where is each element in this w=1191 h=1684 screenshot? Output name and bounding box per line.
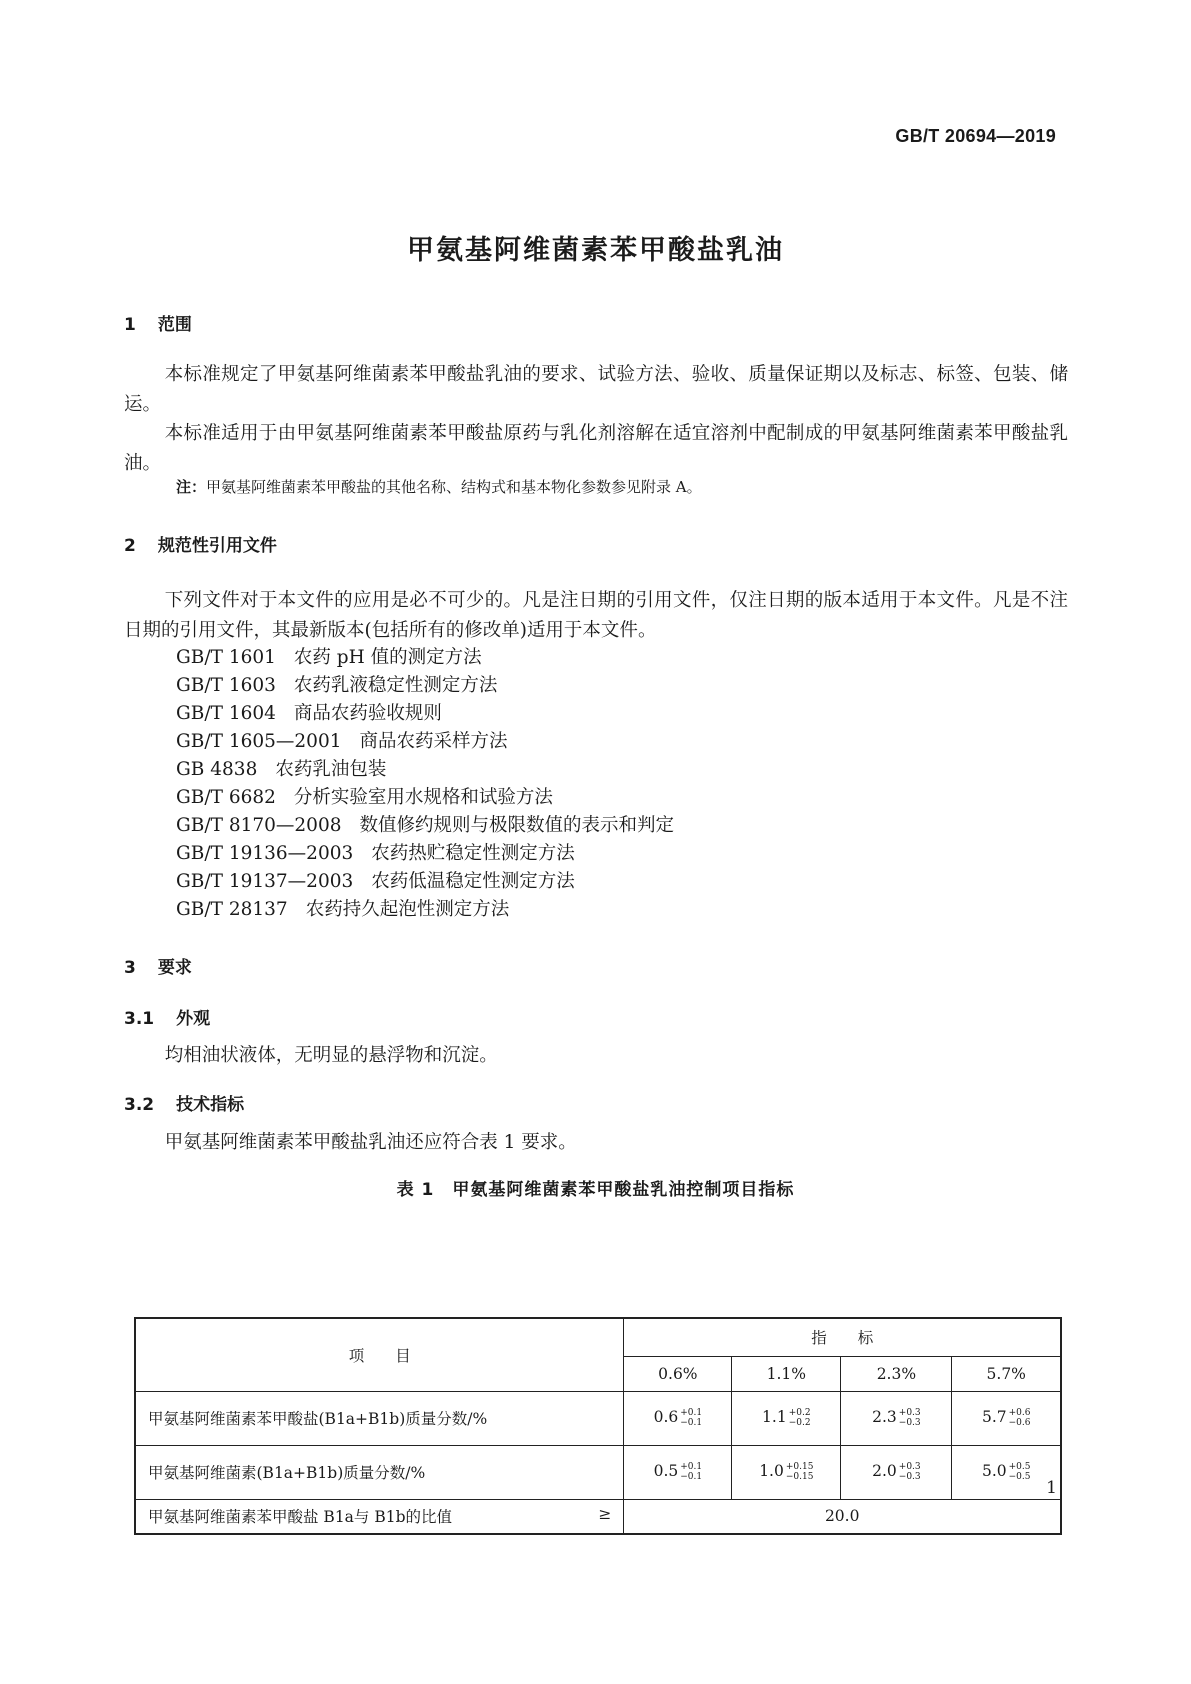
reference-item	[176, 671, 497, 697]
section-title: 规范性引用文件	[157, 536, 277, 556]
value-cell: 2.0 +0.3 −0.3	[841, 1445, 952, 1499]
page-number: 1	[1046, 1478, 1057, 1498]
value-cell: 1.1 +0.2 −0.2	[732, 1391, 841, 1445]
section-1-paragraph-1: 本标准规定了甲氨基阿维菌素苯甲酸盐乳油的要求、试验方法、验收、质量保证期以及标志、标签、包装、储运。	[124, 364, 1068, 415]
table-caption: 表 1 甲氨基阿维菌素苯甲酸盐乳油控制项目指标	[396, 1180, 795, 1200]
reference-item	[176, 895, 509, 921]
spec-table	[134, 1317, 1062, 1535]
reference-item	[176, 867, 575, 893]
operator: ≥	[598, 1505, 612, 1524]
section-2-paragraph-1: 下列文件对于本文件的应用是必不可少的。凡是注日期的引用文件，仅注日期的版本适用于本文件。凡是不注日期的引用文件，其最新版本(包括所有的修改单)适用于本文件。	[124, 590, 1068, 641]
reference-item	[176, 727, 508, 753]
table-row	[135, 1391, 1061, 1445]
spec-header: 1.1%	[732, 1356, 841, 1391]
reference-name: 农药乳油包装	[275, 759, 387, 780]
reference-name: 商品农药验收规则	[293, 703, 442, 724]
value-cell: 2.3 +0.3 −0.3	[841, 1391, 952, 1445]
value-cell: 0.5 +0.1 −0.1	[624, 1445, 732, 1499]
value-cell: 1.0 +0.15 −0.15	[732, 1445, 841, 1499]
reference-name: 分析实验室用水规格和试验方法	[293, 787, 553, 808]
reference-name: 农药乳液稳定性测定方法	[293, 675, 498, 696]
reference-name: 农药 pH 值的测定方法	[293, 647, 482, 668]
reference-item	[176, 643, 482, 669]
spec-header: 0.6%	[624, 1356, 732, 1391]
section-title: 范围	[157, 315, 192, 335]
section-3-2-paragraph: 甲氨基阿维菌素苯甲酸盐乳油还应符合表 1 要求。	[164, 1132, 577, 1153]
reference-item	[176, 755, 386, 781]
reference-code: GB/T 1601	[176, 647, 276, 668]
value-cell: 5.0 +0.5 −0.5	[952, 1445, 1061, 1499]
section-3-2-heading	[124, 1090, 244, 1115]
reference-item	[176, 839, 575, 865]
reference-code: GB/T 1604	[176, 703, 276, 724]
reference-code: GB/T 28137	[176, 899, 288, 920]
section-2-heading	[124, 531, 277, 556]
table-header-item: 项 目	[135, 1318, 624, 1391]
section-3-heading	[124, 953, 192, 978]
reference-name: 农药持久起泡性测定方法	[305, 899, 510, 920]
reference-name: 商品农药采样方法	[359, 731, 508, 752]
section-3-1-paragraph: 均相油状液体，无明显的悬浮物和沉淀。	[164, 1045, 498, 1066]
row-item: 甲氨基阿维菌素(B1a+B1b)质量分数/%	[135, 1445, 624, 1499]
row-item: 甲氨基阿维菌素苯甲酸盐(B1a+B1b)质量分数/%	[135, 1391, 624, 1445]
row-item: 甲氨基阿维菌素苯甲酸盐 B1a与 B1b的比值 ≥	[135, 1499, 624, 1534]
table-header-index: 指 标	[624, 1318, 1061, 1356]
reference-code: GB/T 6682	[176, 787, 276, 808]
section-number: 3.1	[124, 1009, 155, 1029]
reference-code: GB/T 1603	[176, 675, 276, 696]
section-number: 2	[124, 536, 136, 556]
spec-header: 2.3%	[841, 1356, 952, 1391]
spec-header: 5.7%	[952, 1356, 1061, 1391]
value-cell: 5.7 +0.6 −0.6	[952, 1391, 1061, 1445]
reference-item	[176, 699, 442, 725]
value-cell: 20.0	[624, 1499, 1061, 1534]
reference-item	[176, 811, 674, 837]
section-1-heading	[124, 310, 192, 335]
note-label: 注：	[176, 478, 207, 496]
table-row	[135, 1445, 1061, 1499]
document-title: 甲氨基阿维菌素苯甲酸盐乳油	[407, 235, 784, 266]
value-cell: 0.6 +0.1 −0.1	[624, 1391, 732, 1445]
reference-name: 农药热贮稳定性测定方法	[371, 843, 575, 864]
reference-name: 数值修约规则与极限数值的表示和判定	[359, 815, 675, 836]
standard-code: GB/T 20694—2019	[895, 126, 1056, 146]
section-title: 外观	[176, 1009, 211, 1029]
section-number: 3.2	[124, 1095, 155, 1115]
reference-code: GB/T 8170—2008	[176, 815, 342, 836]
reference-code: GB/T 1605—2001	[176, 731, 342, 752]
reference-name: 农药低温稳定性测定方法	[371, 871, 575, 892]
reference-code: GB/T 19137—2003	[176, 871, 354, 892]
section-1-note	[176, 476, 702, 497]
section-3-1-heading	[124, 1004, 210, 1029]
section-number: 3	[124, 958, 136, 978]
section-title: 技术指标	[176, 1095, 245, 1115]
note-text: 甲氨基阿维菌素苯甲酸盐的其他名称、结构式和基本物化参数参见附录 A。	[206, 478, 702, 496]
section-title: 要求	[157, 958, 192, 978]
reference-item	[176, 783, 553, 809]
section-1-paragraph-2: 本标准适用于由甲氨基阿维菌素苯甲酸盐原药与乳化剂溶解在适宜溶剂中配制成的甲氨基阿维菌素苯甲酸盐乳油。	[124, 423, 1068, 474]
table-row	[135, 1499, 1061, 1534]
section-number: 1	[124, 315, 136, 335]
reference-code: GB/T 19136—2003	[176, 843, 354, 864]
reference-code: GB 4838	[176, 759, 258, 780]
